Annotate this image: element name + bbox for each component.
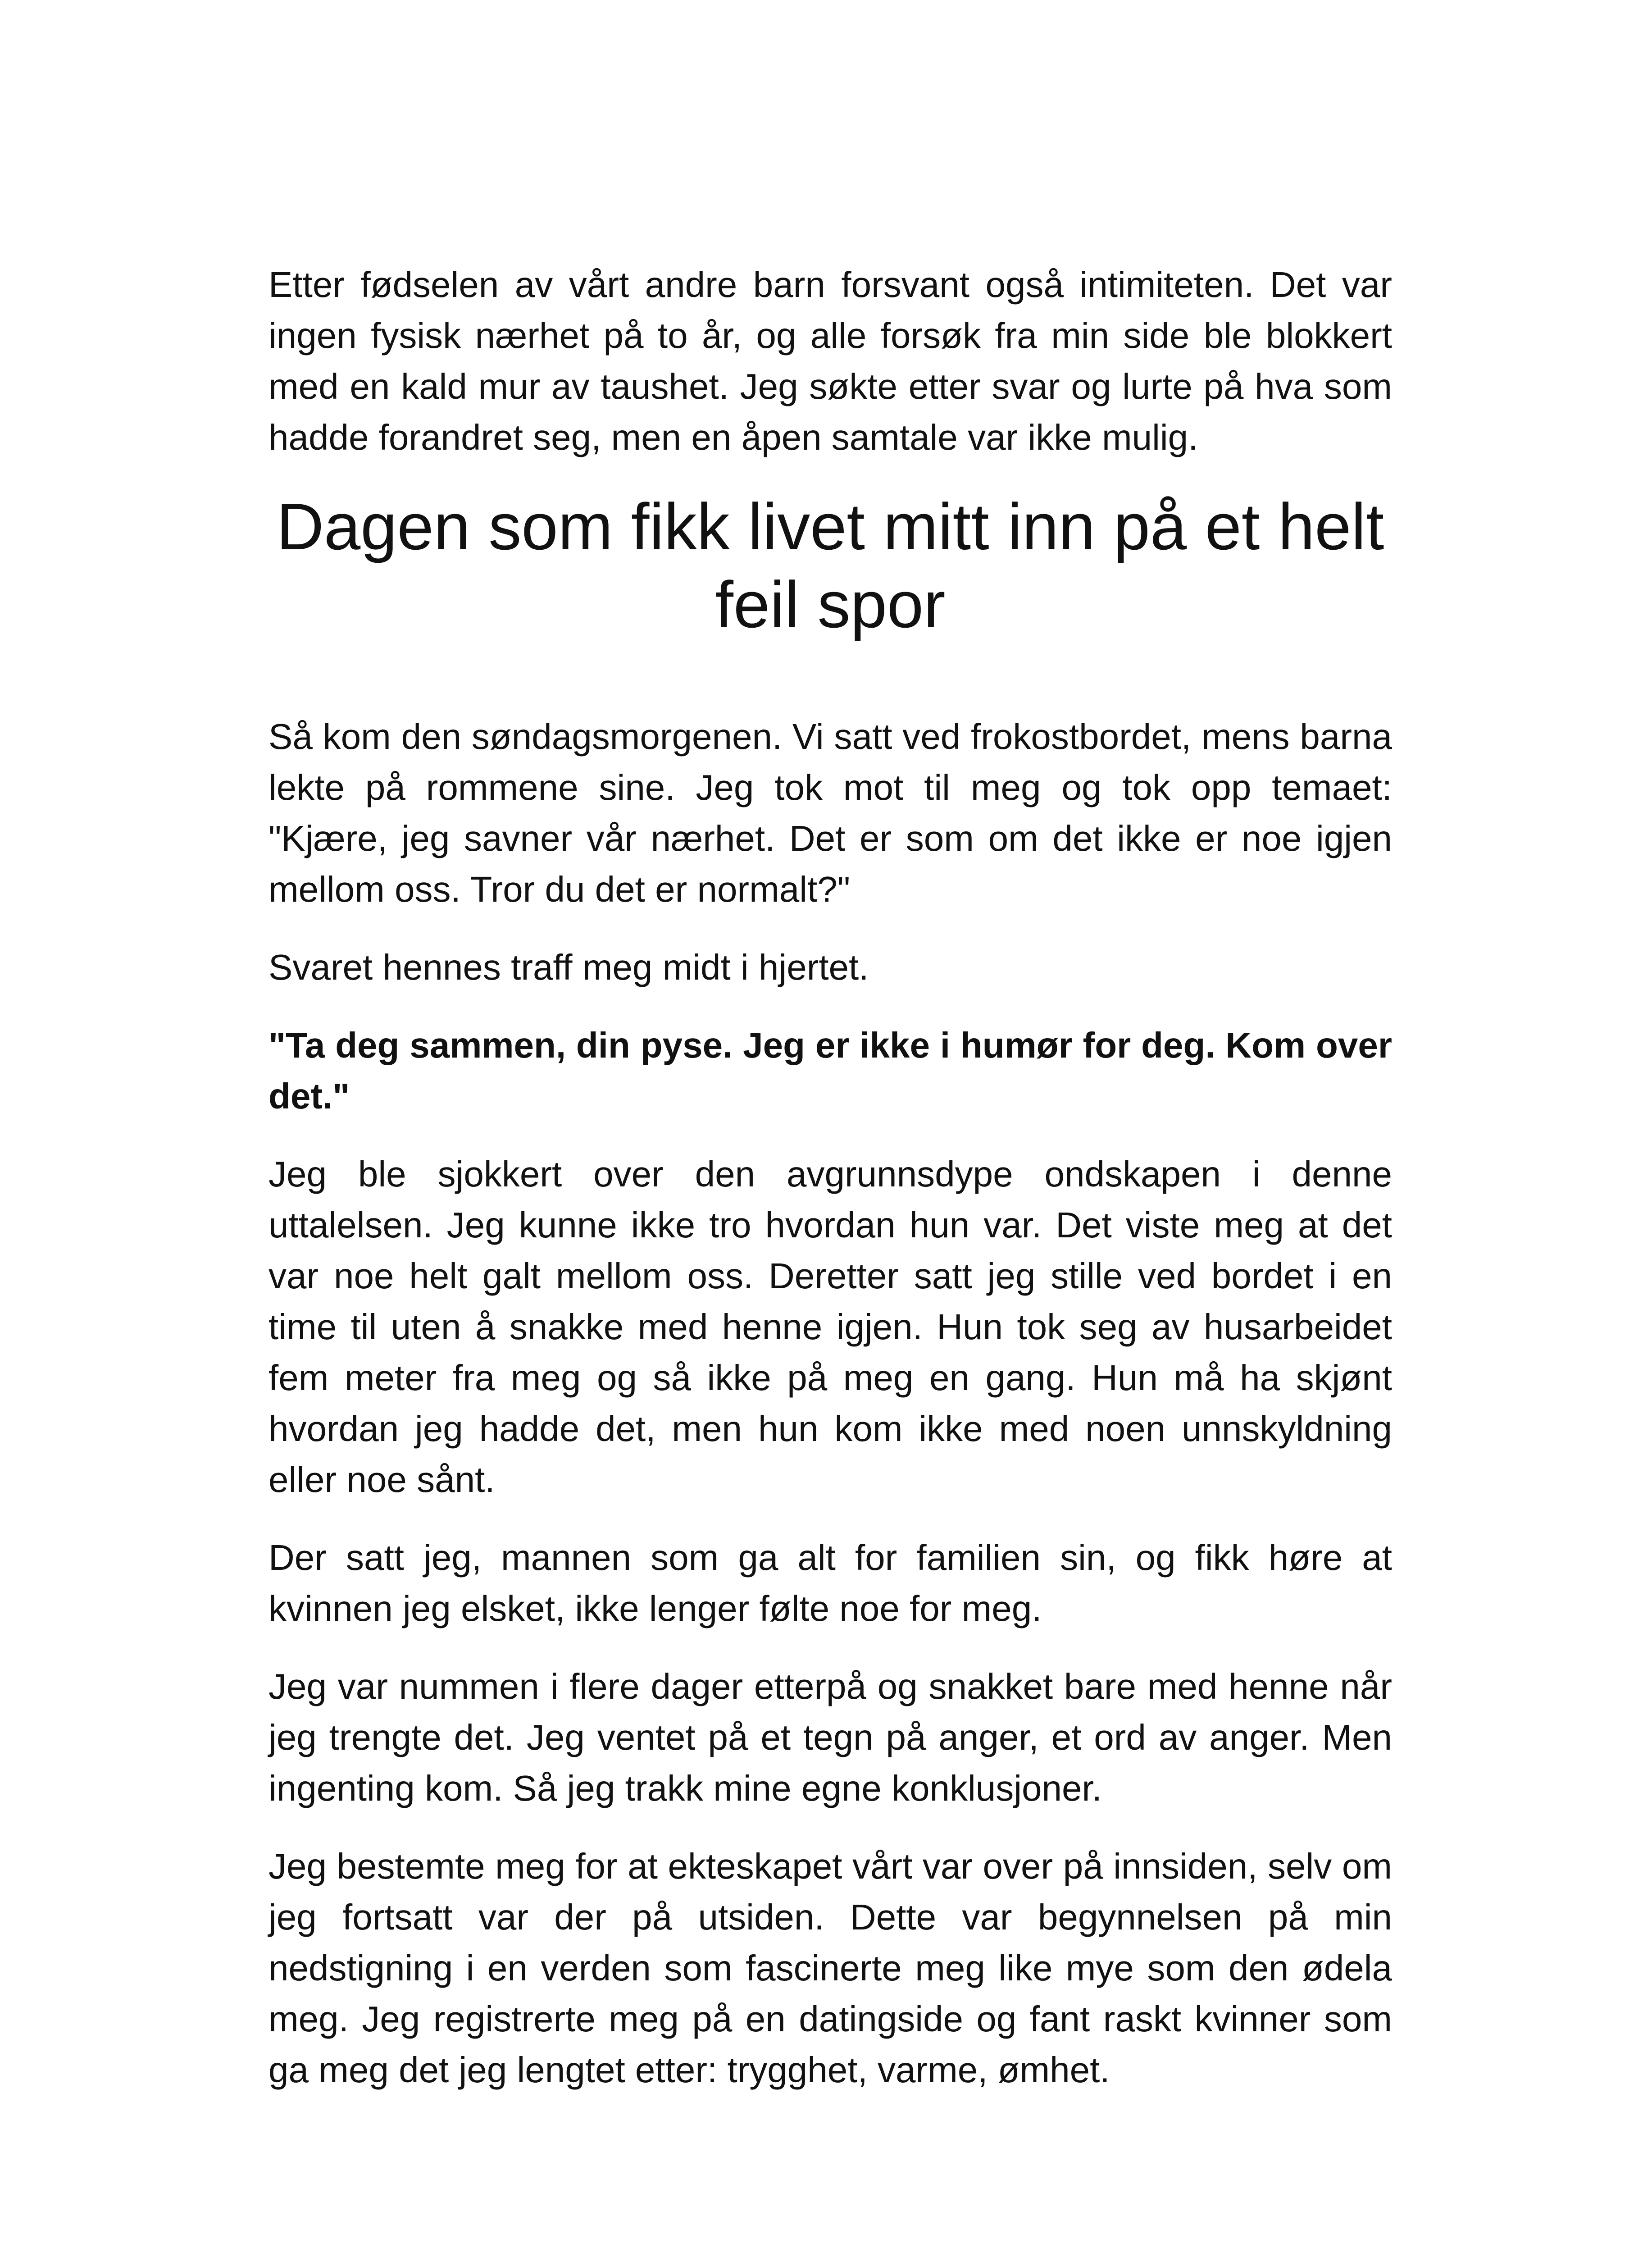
paragraph-sat-there: Der satt jeg, mannen som ga alt for familien sin, og fikk høre at kvinnen jeg elsket, ikke lenger følte noe for meg. xyxy=(269,1537,1392,1628)
paragraph-answer-intro: Svaret hennes traff meg midt i hjertet. xyxy=(269,947,869,987)
paragraph-sunday-morning: Så kom den søndagsmorgenen. Vi satt ved frokostbordet, mens barna lekte på rommene sine. Jeg tok mot til meg og tok opp temaet: "Kjære, jeg savner vår nærhet. Det er som om det ikke er noe igjen mellom oss. Tror du det er normalt?" xyxy=(269,716,1392,909)
paragraph-shock: Jeg ble sjokkert over den avgrunnsdype ondskapen i denne uttalelsen. Jeg kunne ikke tro hvordan hun var. Det viste meg at det var noe helt galt mellom oss. Deretter satt jeg stille ved bordet i en time til uten å snakke med henne igjen. Hun tok seg av husarbeidet fem meter fra meg og så ikke på meg en gang. Hun må ha skjønt hvordan jeg hadde det, men hun kom ikke med noen unnskyldning eller noe sånt. xyxy=(269,1154,1392,1500)
paragraph-numb: Jeg var nummen i flere dager etterpå og snakket bare med henne når jeg trengte det. Jeg ventet på et tegn på anger, et ord av anger. Men ingenting kom. Så jeg trakk mine egne konklusjoner. xyxy=(269,1666,1392,1808)
paragraph-quote: "Ta deg sammen, din pyse. Jeg er ikke i humør for deg. Kom over det." xyxy=(269,1025,1392,1116)
paragraph-decision: Jeg bestemte meg for at ekteskapet vårt var over på innsiden, selv om jeg fortsatt var der på utsiden. Dette var begynnelsen på min nedstigning i en verden som fascinerte meg like mye som den ødela meg. Jeg registrerte meg på en datingside og fant raskt kvinner som ga meg det jeg lengtet etter: trygghet, varme, ømhet. xyxy=(269,1846,1392,2090)
section-heading: Dagen som fikk livet mitt inn på et helt feil spor xyxy=(276,490,1384,641)
document-body xyxy=(269,259,1392,2095)
intro-paragraph: Etter fødselen av vårt andre barn forsvant også intimiteten. Det var ingen fysisk nærhet på to år, og alle forsøk fra min side ble blokkert med en kald mur av taushet. Jeg søkte etter svar og lurte på hva som hadde forandret seg, men en åpen samtale var ikke mulig. xyxy=(269,265,1392,457)
